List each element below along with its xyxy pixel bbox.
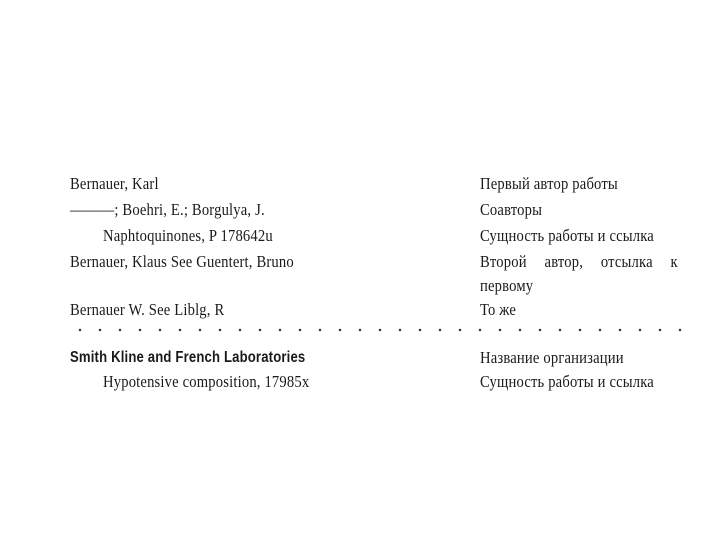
author-name-1: Bernauer, Karl (70, 174, 159, 193)
coauthors-line: ———; Boehri, E.; Borgulya, J. (70, 200, 265, 219)
word-3: отсылка (600, 252, 653, 271)
word-1: Второй (480, 252, 527, 271)
dotted-separator (70, 328, 682, 332)
description-essence-1: Сущность работы и ссылка (480, 226, 654, 245)
description-essence-2: Сущность работы и ссылка (480, 372, 654, 391)
description-organization: Название организации (480, 348, 624, 367)
description-coauthors: Соавторы (480, 200, 543, 219)
word-4: к (670, 252, 678, 271)
author-name-3: Bernauer W. See Liblg, R (70, 300, 225, 319)
work-title-1: Naphtoquinones, P 178642u (103, 226, 273, 245)
author-name-2: Bernauer, Klaus See Guentert, Bruno (70, 252, 294, 271)
word-2: автор, (544, 252, 584, 271)
organization-name: Smith Kline and French Laboratories (70, 349, 306, 366)
description-same: То же (480, 300, 517, 319)
work-title-2: Hypotensive composition, 17985x (103, 372, 310, 391)
description-first-author: Первый автор работы (480, 174, 618, 193)
description-second-author (480, 252, 678, 272)
description-second-author-cont: первому (480, 276, 534, 295)
